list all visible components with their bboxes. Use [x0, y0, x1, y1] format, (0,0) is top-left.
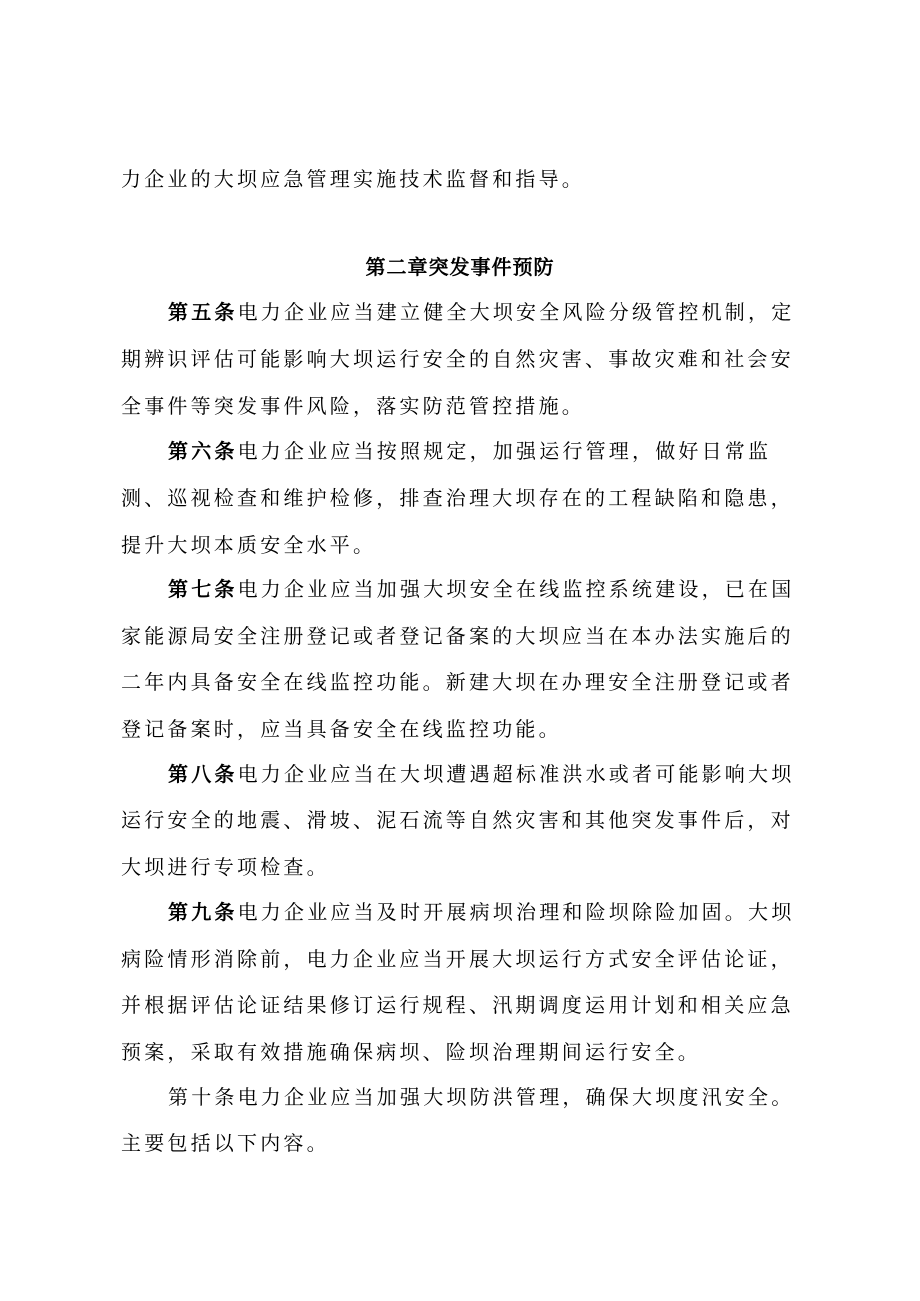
- article-10-first-line: [168, 1083, 794, 1111]
- article-7-line: 家能源局安全注册登记或者登记备案的大坝应当在本办法实施后的: [121, 624, 794, 648]
- article-9-line: 预案，采取有效措施确保病坝、险坝治理期间运行安全。: [121, 1040, 701, 1064]
- article-7-title: 第七条: [168, 577, 238, 601]
- article-6-line: 测、巡视检查和维护检修，排查治理大坝存在的工程缺陷和隐患，: [121, 486, 794, 510]
- article-8-first-line: [168, 760, 794, 788]
- article-9-title: 第九条: [168, 900, 238, 924]
- article-5-line: 期辨识评估可能影响大坝运行安全的自然灾害、事故灾难和社会安: [121, 347, 794, 371]
- article-9-line: 并根据评估论证结果修订运行规程、汛期调度运用计划和相关应急: [121, 993, 794, 1017]
- article-9-line: 病险情形消除前，电力企业应当开展大坝运行方式安全评估论证，: [121, 947, 794, 971]
- article-10-text: 电力企业应当加强大坝防洪管理，确保大坝度汛安全。: [237, 1085, 795, 1109]
- article-8-title: 第八条: [168, 762, 238, 786]
- article-8-line: 运行安全的地震、滑坡、泥石流等自然灾害和其他突发事件后，对: [121, 808, 794, 832]
- article-8-line: 大坝进行专项检查。: [121, 855, 330, 879]
- chapter-heading: 第二章突发事件预防: [365, 255, 555, 279]
- article-5-line: 全事件等突发事件风险，落实防范管控措施。: [121, 394, 585, 418]
- article-7-line: 登记备案时，应当具备安全在线监控功能。: [121, 717, 562, 741]
- article-6-text: 电力企业应当按照规定，加强运行管理，做好日常监: [237, 439, 772, 463]
- article-5-first-line: [168, 298, 794, 326]
- article-5-title: 第五条: [168, 300, 238, 324]
- article-6-title: 第六条: [168, 439, 238, 463]
- article-6-line: 提升大坝本质安全水平。: [121, 533, 377, 557]
- article-9-first-line: [168, 898, 794, 926]
- intro-tail-line: 力企业的大坝应急管理实施技术监督和指导。: [121, 167, 585, 191]
- article-8-text: 电力企业应当在大坝遭遇超标准洪水或者可能影响大坝: [237, 762, 795, 786]
- article-10-line: 主要包括以下内容。: [121, 1131, 330, 1155]
- article-6-first-line: [168, 437, 771, 465]
- article-9-text: 电力企业应当及时开展病坝治理和险坝除险加固。大坝: [237, 900, 795, 924]
- article-5-text: 电力企业应当建立健全大坝安全风险分级管控机制，定: [237, 300, 795, 324]
- article-7-text: 电力企业应当加强大坝安全在线监控系统建设，已在国: [237, 577, 795, 601]
- article-10-title: 第十条: [168, 1085, 238, 1109]
- article-7-line: 二年内具备安全在线监控功能。新建大坝在办理安全注册登记或者: [121, 670, 794, 694]
- article-7-first-line: [168, 575, 794, 603]
